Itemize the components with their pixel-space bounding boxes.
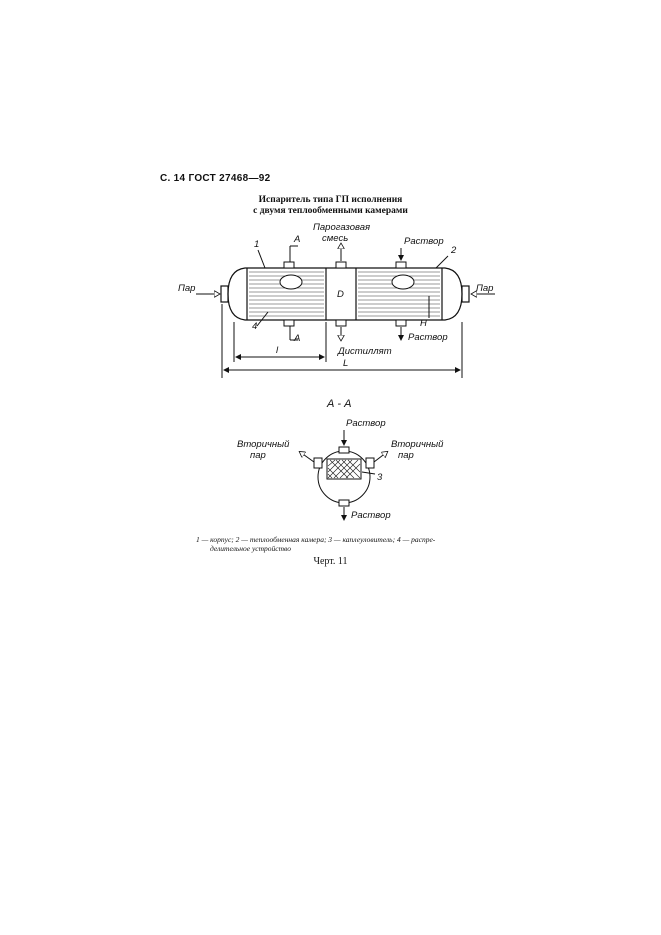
label-secondary-steam-left-1: Вторичный <box>237 439 290 450</box>
left-steam-nozzle <box>221 286 228 302</box>
label-dimension-big-l: L <box>343 358 349 369</box>
page-header: С. 14 ГОСТ 27468—92 <box>160 173 271 184</box>
figure-title-line-1: Испаритель типа ГП исполнения <box>258 195 403 205</box>
label-secondary-steam-right-2: пар <box>398 450 414 461</box>
figure-number: Черт. 11 <box>313 556 348 567</box>
label-height-h: H <box>420 318 427 329</box>
figure-title-line-2: с двумя теплообменными камерами <box>253 206 408 216</box>
label-number-3: 3 <box>377 472 383 483</box>
label-steam-right: Пар <box>476 283 494 294</box>
label-diameter-d: D <box>337 289 344 300</box>
figure-caption <box>196 535 435 553</box>
distributor-right <box>392 275 414 289</box>
label-vapor-gas-mixture-2: смесь <box>322 233 349 244</box>
right-steam-nozzle <box>462 286 469 302</box>
label-number-1: 1 <box>254 239 260 250</box>
label-solution-out: Раствор <box>408 332 448 343</box>
label-secondary-steam-right-1: Вторичный <box>391 439 444 450</box>
section-title: А - А <box>327 398 352 410</box>
caption-line-1: 1 — корпус; 2 — теплообменная камера; 3 — каплеуловитель; 4 — распре- <box>196 535 436 544</box>
label-section-solution-in: Раствор <box>346 418 386 429</box>
caption-line-2: делительное устройство <box>210 544 291 553</box>
label-distillate: Дистиллят <box>338 346 392 357</box>
label-vapor-gas-mixture-1: Парогазовая <box>313 222 371 233</box>
distributor-left <box>280 275 302 289</box>
label-section-a-top: А <box>294 234 301 245</box>
label-solution-in: Раствор <box>404 236 444 247</box>
label-number-2: 2 <box>451 245 457 256</box>
label-steam-left: Пар <box>178 283 196 294</box>
label-number-4: 4 <box>252 321 258 332</box>
label-dimension-l: l <box>276 345 279 356</box>
label-secondary-steam-left-2: пар <box>250 450 266 461</box>
label-section-a-bottom: А <box>294 333 301 344</box>
label-section-solution-out: Раствор <box>351 510 391 521</box>
